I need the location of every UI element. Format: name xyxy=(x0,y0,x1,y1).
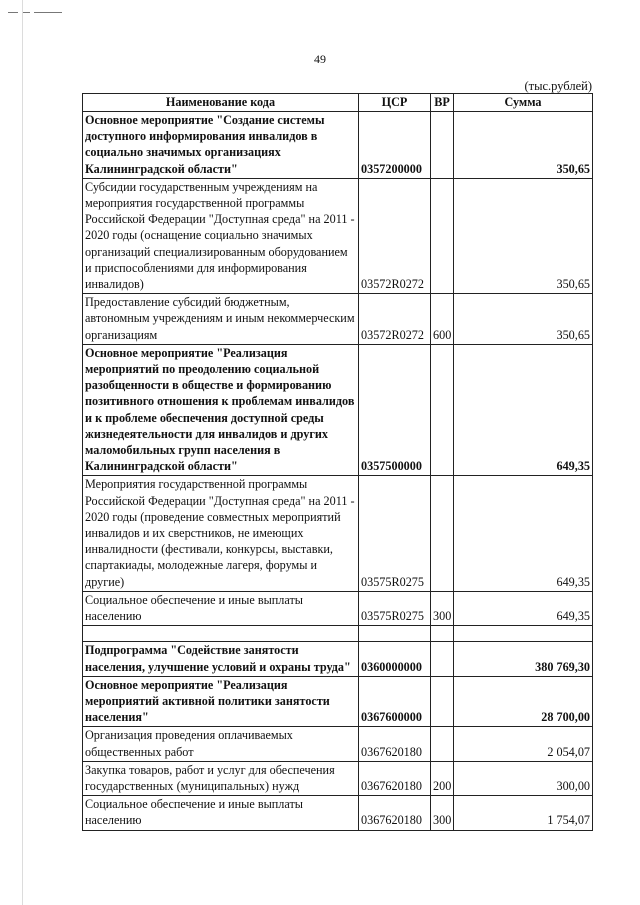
header-name: Наименование кода xyxy=(83,94,359,112)
page-number: 49 xyxy=(314,52,326,66)
sum-cell: 649,35 xyxy=(454,476,593,591)
name-cell: Основное мероприятие "Реализация мероприятий активной политики занятости населения" xyxy=(83,676,359,727)
name-cell: Субсидии государственным учреждениям на мероприятия государственной программы Российской Федерации "Доступная среда" на 2011 - 2020 годы (оснащение социально значимых организаций специализированным оборудованием и приспособлениями для информирования инвалидов) xyxy=(83,178,359,293)
vr-cell: 300 xyxy=(431,796,454,830)
header-sum: Сумма xyxy=(454,94,593,112)
sum-cell: 1 754,07 xyxy=(454,796,593,830)
table-row xyxy=(83,796,593,830)
name-cell: Подпрограмма "Содействие занятости населения, улучшение условий и охраны труда" xyxy=(83,642,359,676)
table-row xyxy=(83,591,593,625)
csr-cell: 0367600000 xyxy=(359,676,431,727)
vr-cell xyxy=(431,676,454,727)
table-row xyxy=(83,294,593,345)
empty-cell xyxy=(359,626,431,642)
name-cell: Основное мероприятие "Реализация мероприятий по преодолению социальной разобщенности в обществе и формированию позитивного отношения к проблемам инвалидов и к проблеме обеспечения доступной среды жизнедеятельности для инвалидов и других маломобильных групп населения в Калининградской области" xyxy=(83,344,359,476)
sum-cell: 649,35 xyxy=(454,591,593,625)
table-row xyxy=(83,676,593,727)
csr-cell: 0360000000 xyxy=(359,642,431,676)
table-row xyxy=(83,178,593,293)
sum-cell: 300,00 xyxy=(454,761,593,795)
table-row xyxy=(83,476,593,591)
vr-cell xyxy=(431,178,454,293)
csr-cell: 03575R0275 xyxy=(359,591,431,625)
empty-cell xyxy=(431,626,454,642)
csr-cell: 0367620180 xyxy=(359,761,431,795)
name-cell: Мероприятия государственной программы Российской Федерации "Доступная среда" на 2011 - 2020 годы (проведение совместных мероприятий инвалидов и их сверстников, не имеющих инвалидности (фестивали, конкурсы, выставки, спартакиады, молодежные лагеря, форумы и другие) xyxy=(83,476,359,591)
vr-cell: 300 xyxy=(431,591,454,625)
vr-cell xyxy=(431,476,454,591)
table-row xyxy=(83,642,593,676)
header-csr: ЦСР xyxy=(359,94,431,112)
sum-cell: 350,65 xyxy=(454,112,593,179)
name-cell: Организация проведения оплачиваемых общественных работ xyxy=(83,727,359,761)
csr-cell: 0367620180 xyxy=(359,796,431,830)
csr-cell: 0367620180 xyxy=(359,727,431,761)
vr-cell xyxy=(431,112,454,179)
name-cell: Социальное обеспечение и иные выплаты населению xyxy=(83,591,359,625)
table-body xyxy=(83,112,593,831)
csr-cell: 0357200000 xyxy=(359,112,431,179)
sum-cell: 649,35 xyxy=(454,344,593,476)
table-row xyxy=(83,727,593,761)
sum-cell: 380 769,30 xyxy=(454,642,593,676)
units-label: (тыс.рублей) xyxy=(524,79,592,93)
csr-cell: 03575R0275 xyxy=(359,476,431,591)
vr-cell: 600 xyxy=(431,294,454,345)
scan-edge-line xyxy=(22,0,23,905)
vr-cell xyxy=(431,344,454,476)
header-vr: ВР xyxy=(431,94,454,112)
name-cell: Закупка товаров, работ и услуг для обеспечения государственных (муниципальных) нужд xyxy=(83,761,359,795)
vr-cell xyxy=(431,727,454,761)
name-cell: Социальное обеспечение и иные выплаты населению xyxy=(83,796,359,830)
scan-corner-mark xyxy=(8,12,64,14)
budget-table xyxy=(82,93,593,831)
table-header-row xyxy=(83,94,593,112)
sum-cell: 350,65 xyxy=(454,294,593,345)
sum-cell: 28 700,00 xyxy=(454,676,593,727)
vr-cell: 200 xyxy=(431,761,454,795)
table-spacer-row xyxy=(83,626,593,642)
csr-cell: 03572R0272 xyxy=(359,294,431,345)
table-row xyxy=(83,761,593,795)
table-row xyxy=(83,344,593,476)
table-row xyxy=(83,112,593,179)
csr-cell: 03572R0272 xyxy=(359,178,431,293)
name-cell: Основное мероприятие "Создание системы доступного информирования инвалидов в социально значимых организациях Калининградской области" xyxy=(83,112,359,179)
vr-cell xyxy=(431,642,454,676)
sum-cell: 350,65 xyxy=(454,178,593,293)
sum-cell: 2 054,07 xyxy=(454,727,593,761)
empty-cell xyxy=(454,626,593,642)
empty-cell xyxy=(83,626,359,642)
csr-cell: 0357500000 xyxy=(359,344,431,476)
name-cell: Предоставление субсидий бюджетным, автономным учреждениям и иным некоммерческим организациям xyxy=(83,294,359,345)
